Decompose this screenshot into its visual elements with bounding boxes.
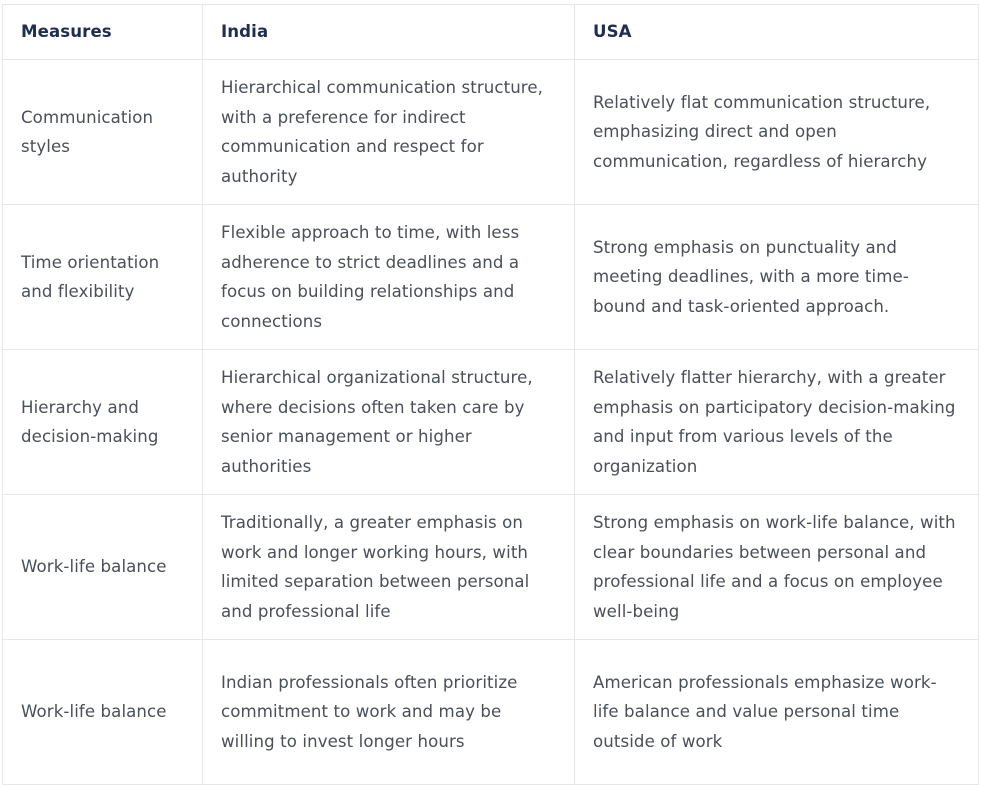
usa-cell: Relatively flatter hierarchy, with a greater emphasis on participatory decision-making and input from various levels of the organization: [575, 350, 979, 495]
table-header: [3, 5, 979, 60]
header-measures: Measures: [3, 5, 203, 60]
measure-cell: Work-life balance: [3, 495, 203, 640]
india-cell: Hierarchical organizational structure, where decisions often taken care by senior management or higher authorities: [203, 350, 575, 495]
comparison-table-container: [2, 4, 978, 785]
measure-cell: Hierarchy and decision-making: [3, 350, 203, 495]
usa-cell: Strong emphasis on punctuality and meeting deadlines, with a more time-bound and task-oriented approach.: [575, 205, 979, 350]
header-india: India: [203, 5, 575, 60]
table-row: [3, 350, 979, 495]
measure-cell: Time orientation and flexibility: [3, 205, 203, 350]
table-row: [3, 205, 979, 350]
measure-cell: Communication styles: [3, 60, 203, 205]
header-usa: USA: [575, 5, 979, 60]
table-row: [3, 640, 979, 785]
india-cell: Traditionally, a greater emphasis on work and longer working hours, with limited separation between personal and professional life: [203, 495, 575, 640]
comparison-table: [2, 4, 979, 785]
header-row: [3, 5, 979, 60]
usa-cell: Relatively flat communication structure, emphasizing direct and open communication, regardless of hierarchy: [575, 60, 979, 205]
table-row: [3, 495, 979, 640]
usa-cell: Strong emphasis on work-life balance, with clear boundaries between personal and professional life and a focus on employee well-being: [575, 495, 979, 640]
usa-cell: American professionals emphasize work-life balance and value personal time outside of work: [575, 640, 979, 785]
india-cell: Indian professionals often prioritize commitment to work and may be willing to invest longer hours: [203, 640, 575, 785]
table-row: [3, 60, 979, 205]
india-cell: Flexible approach to time, with less adherence to strict deadlines and a focus on building relationships and connections: [203, 205, 575, 350]
measure-cell: Work-life balance: [3, 640, 203, 785]
india-cell: Hierarchical communication structure, with a preference for indirect communication and respect for authority: [203, 60, 575, 205]
table-body: [3, 60, 979, 785]
